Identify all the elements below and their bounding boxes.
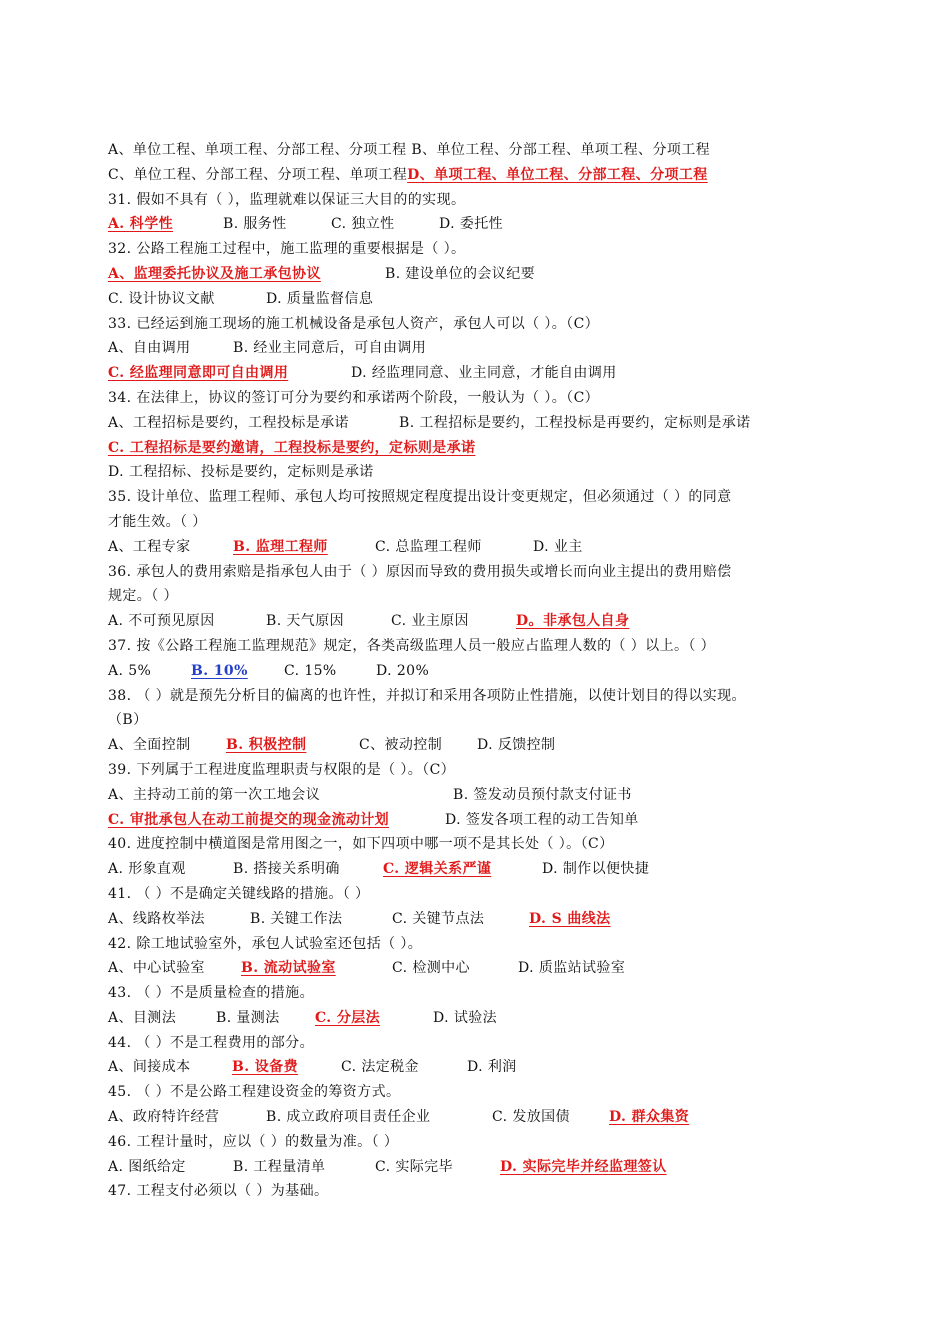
text-segment: C、被动控制 — [359, 737, 443, 754]
text-segment: B. 建设单位的会议纪要 — [385, 265, 535, 282]
text-segment: C、单位工程、分部工程、分项工程、单项工程 — [108, 166, 408, 183]
text-line — [108, 981, 853, 1006]
text-segment: 40. 进度控制中横道图是常用图之一，如下四项中哪一项不是其长处（ ）。（C） — [108, 836, 614, 853]
text-line — [108, 708, 853, 733]
text-segment: A、中心试验室 — [108, 960, 205, 977]
text-segment: A、全面控制 — [108, 737, 191, 754]
text-segment: 38. （ ）就是预先分析目的偏离的也许性，并拟订和采用各项防止性措施，以使计划目的得以实现。 — [108, 687, 746, 704]
text-segment: D. 经监理同意、业主同意，才能自由调用 — [351, 365, 617, 382]
text-segment: 46. 工程计量时，应以（ ）的数量为准。（ ） — [108, 1133, 399, 1150]
text-segment: 34. 在法律上，协议的签订可分为要约和承诺两个阶段，一般认为（ ）。（C） — [108, 389, 600, 406]
answer-highlight: D. S 曲线法 — [529, 910, 611, 927]
text-segment: B. 签发动员预付款支付证书 — [453, 786, 632, 803]
text-segment: 31. 假如不具有（ ），监理就难以保证三大目的的实现。 — [108, 191, 466, 208]
text-segment: B. 成立政府项目责任企业 — [266, 1109, 431, 1126]
text-line — [108, 386, 853, 411]
text-segment: 36. 承包人的费用索赔是指承包人由于（ ）原因而导致的费用损失或增长而向业主提出的费用赔偿 — [108, 563, 732, 580]
text-segment: 41. （ ）不是确定关键线路的措施。（ ） — [108, 885, 370, 902]
text-segment: B. 经业主同意后，可自由调用 — [233, 340, 427, 357]
text-line — [108, 733, 853, 758]
text-line — [108, 1130, 853, 1155]
text-segment: A、工程专家 — [108, 538, 191, 555]
text-segment: D. 试验法 — [433, 1009, 498, 1026]
text-segment: A. 形象直观 — [108, 861, 186, 878]
text-segment: 39. 下列属于工程进度监理职责与权限的是（ ）。（C） — [108, 761, 456, 778]
text-line — [108, 1031, 853, 1056]
text-segment: D. 20% — [376, 662, 430, 679]
text-segment: C. 设计协议文献 — [108, 290, 215, 307]
answer-highlight: C. 分层法 — [315, 1009, 381, 1026]
text-line — [108, 808, 853, 833]
text-segment: 35. 设计单位、监理工程师、承包人均可按照规定程度提出设计变更规定，但必须通过（ ）的同意 — [108, 489, 732, 506]
text-segment: A、政府特许经营 — [108, 1109, 220, 1126]
text-line — [108, 510, 853, 535]
text-segment: D. 质监站试验室 — [518, 960, 626, 977]
text-segment: D. 质量监督信息 — [266, 290, 374, 307]
text-line — [108, 882, 853, 907]
text-line — [108, 659, 853, 684]
text-line — [108, 1105, 853, 1130]
text-segment: 44. （ ）不是工程费用的部分。 — [108, 1034, 314, 1051]
text-line — [108, 460, 853, 485]
text-segment: A、线路枚举法 — [108, 910, 205, 927]
text-line — [108, 758, 853, 783]
text-line — [108, 584, 853, 609]
text-line — [108, 485, 853, 510]
text-line — [108, 262, 853, 287]
answer-highlight: B. 10% — [191, 662, 248, 679]
text-line — [108, 287, 853, 312]
text-segment: B. 天气原因 — [266, 613, 344, 630]
text-line — [108, 1155, 853, 1180]
text-segment: C. 检测中心 — [392, 960, 470, 977]
text-line — [108, 1179, 853, 1204]
text-segment: （B） — [108, 712, 148, 729]
text-segment: D. 利润 — [467, 1059, 517, 1076]
text-line — [108, 237, 853, 262]
text-segment: D. 签发各项工程的动工告知单 — [445, 811, 639, 828]
text-segment: C. 法定税金 — [341, 1059, 419, 1076]
text-line — [108, 312, 853, 337]
text-segment: C. 总监理工程师 — [375, 538, 482, 555]
answer-highlight: D。非承包人自身 — [516, 613, 630, 630]
text-segment: C. 发放国债 — [492, 1109, 570, 1126]
text-line — [108, 609, 853, 634]
text-segment: 37. 按《公路工程施工监理规范》规定，各类高级监理人员一般应占监理人数的（ ）以上。（ ） — [108, 637, 716, 654]
text-line — [108, 411, 853, 436]
answer-highlight: D. 群众集资 — [609, 1109, 690, 1126]
text-line — [108, 188, 853, 213]
text-segment: B. 关键工作法 — [250, 910, 343, 927]
text-segment: B. 工程量清单 — [233, 1158, 326, 1175]
text-line — [108, 361, 853, 386]
text-line — [108, 956, 853, 981]
text-segment: 才能生效。（ ） — [108, 513, 207, 530]
text-segment: A、目测法 — [108, 1009, 177, 1026]
text-segment: 42. 除工地试验室外，承包人试验室还包括（ ）。 — [108, 935, 423, 952]
text-segment: A. 图纸给定 — [108, 1158, 186, 1175]
text-segment: B. 工程招标是要约，工程投标是再要约，定标则是承诺 — [399, 414, 751, 431]
text-line — [108, 1055, 853, 1080]
text-segment: D. 业主 — [533, 538, 583, 555]
text-line — [108, 1080, 853, 1105]
text-segment: C. 关键节点法 — [392, 910, 485, 927]
text-line — [108, 212, 853, 237]
answer-highlight: C. 经监理同意即可自由调用 — [108, 365, 289, 382]
text-segment: A. 不可预见原因 — [108, 613, 215, 630]
text-line — [108, 634, 853, 659]
text-segment: D. 委托性 — [439, 216, 504, 233]
text-segment: 33. 已经运到施工现场的施工机械设备是承包人资产，承包人可以（ ）。（C） — [108, 315, 600, 332]
answer-highlight: C. 工程招标是要约邀请，工程投标是要约，定标则是承诺 — [108, 439, 476, 456]
text-line — [108, 163, 853, 188]
text-segment: B. 搭接关系明确 — [233, 861, 340, 878]
text-segment: 45. （ ）不是公路工程建设资金的筹资方式。 — [108, 1084, 401, 1101]
text-segment: B. 服务性 — [223, 216, 287, 233]
text-segment: D. 制作以便快捷 — [542, 861, 650, 878]
text-line — [108, 907, 853, 932]
answer-highlight: B. 积极控制 — [226, 737, 307, 754]
answer-highlight: C. 审批承包人在动工前提交的现金流动计划 — [108, 811, 390, 828]
answer-highlight: B. 流动试验室 — [241, 960, 336, 977]
text-segment: A、间接成本 — [108, 1059, 191, 1076]
text-line — [108, 783, 853, 808]
text-segment: C. 15% — [284, 662, 337, 679]
text-line — [108, 684, 853, 709]
text-segment: 规定。（ ） — [108, 588, 178, 605]
text-segment: 47. 工程支付必须以（ ）为基础。 — [108, 1183, 329, 1200]
text-line — [108, 138, 853, 163]
text-line — [108, 560, 853, 585]
text-segment: C. 实际完毕 — [375, 1158, 453, 1175]
text-segment: A、自由调用 — [108, 340, 191, 357]
text-line — [108, 857, 853, 882]
answer-highlight: B. 设备费 — [232, 1059, 298, 1076]
answer-highlight: C. 逻辑关系严谨 — [383, 861, 492, 878]
answer-highlight: A. 科学性 — [108, 216, 174, 233]
text-segment: B. 量测法 — [216, 1009, 280, 1026]
text-segment: 32. 公路工程施工过程中，施工监理的重要根据是（ ）。 — [108, 241, 466, 258]
answer-highlight: B. 监理工程师 — [233, 538, 328, 555]
text-segment: C. 业主原因 — [391, 613, 469, 630]
answer-highlight: A、监理委托协议及施工承包协议 — [108, 265, 321, 282]
answer-highlight: D. 实际完毕并经监理签认 — [500, 1158, 667, 1175]
text-segment: A、主持动工前的第一次工地会议 — [108, 786, 321, 803]
text-line — [108, 1006, 853, 1031]
text-line — [108, 436, 853, 461]
text-line — [108, 535, 853, 560]
text-segment: A、工程招标是要约，工程投标是承诺 — [108, 414, 349, 431]
text-line — [108, 932, 853, 957]
text-segment: A、单位工程、单项工程、分部工程、分项工程 B、单位工程、分部工程、单项工程、分项工程 — [108, 142, 711, 158]
text-segment: A. 5% — [108, 662, 152, 679]
text-segment: 43. （ ）不是质量检查的措施。 — [108, 985, 314, 1002]
exam-text-body — [108, 138, 853, 1204]
text-segment: D. 工程招标、投标是要约，定标则是承诺 — [108, 464, 374, 481]
answer-highlight: D、单项工程、单位工程、分部工程、分项工程 — [407, 166, 708, 183]
text-line — [108, 336, 853, 361]
text-segment: C. 独立性 — [331, 216, 395, 233]
text-segment: D. 反馈控制 — [477, 737, 556, 754]
text-line — [108, 832, 853, 857]
